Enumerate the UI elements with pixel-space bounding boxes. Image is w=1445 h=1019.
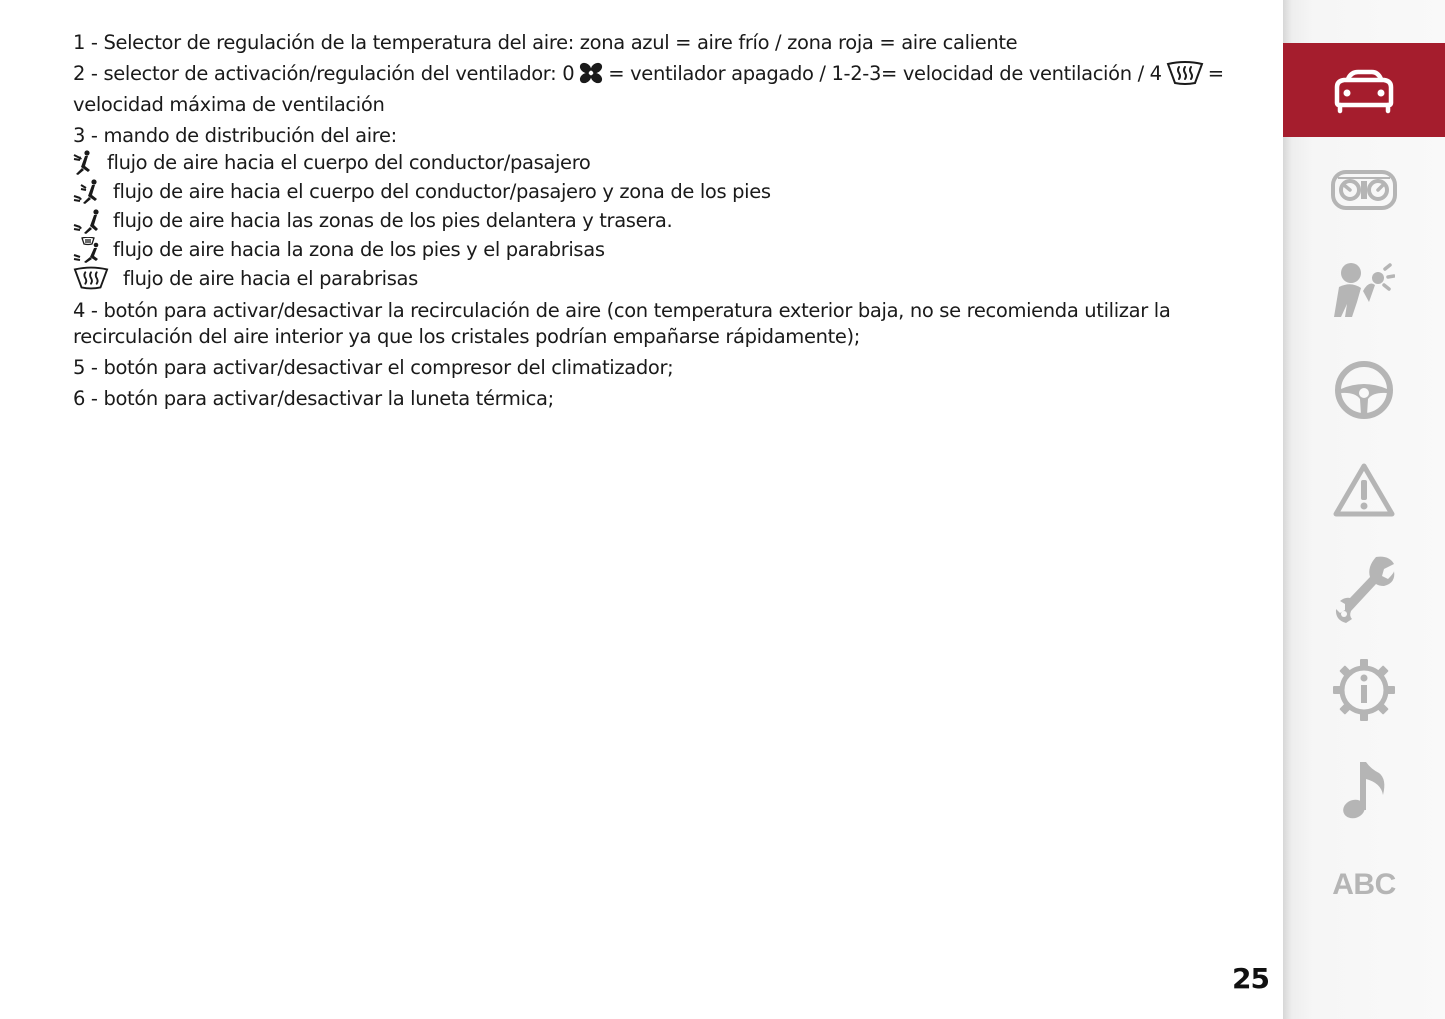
tab-multimedia[interactable] xyxy=(1283,743,1445,837)
tab-instruments[interactable] xyxy=(1283,143,1445,237)
tab-driving[interactable] xyxy=(1283,343,1445,437)
chapter-sidebar xyxy=(1283,0,1445,1019)
item-4-text: 4 - botón para activar/desactivar la recirculación de aire (con temperatura exterior baja, no se recomienda utilizar la recirculación del aire interior ya que los cristales podrían empañarse rápidamente); xyxy=(73,299,1171,348)
item-2-part-3: = velocidad máxima de ventilación xyxy=(73,62,1224,116)
distribution-option-windshield xyxy=(73,266,1268,292)
air-to-body-icon xyxy=(73,150,107,176)
tab-technical-data[interactable] xyxy=(1283,643,1445,737)
car-icon xyxy=(1331,65,1397,115)
airbag-icon xyxy=(1333,260,1395,320)
item-2-part-2: = ventilador apagado / 1-2-3= velocidad de ventilación / 4 xyxy=(608,62,1162,85)
tab-maintenance[interactable] xyxy=(1283,543,1445,637)
windshield-defrost-icon xyxy=(1166,61,1204,92)
item-5-text: 5 - botón para activar/desactivar el compresor del climatizador; xyxy=(73,356,674,379)
abc-index-icon: ABC xyxy=(1332,868,1396,901)
distribution-option-body-text: flujo de aire hacia el cuerpo del conductor/pasajero xyxy=(107,151,591,174)
distribution-option-feet-text: flujo de aire hacia las zonas de los pies delantera y trasera. xyxy=(113,209,673,232)
fan-icon xyxy=(578,61,604,92)
wrench-icon xyxy=(1332,555,1396,625)
item-3-heading: 3 - mando de distribución del aire: xyxy=(73,124,397,147)
steering-wheel-icon xyxy=(1333,359,1395,421)
warning-triangle-icon xyxy=(1332,461,1396,519)
manual-content xyxy=(73,30,1268,412)
distribution-option-feet xyxy=(73,208,1268,234)
windshield-defrost-icon xyxy=(73,266,123,292)
distribution-option-body-feet xyxy=(73,179,1268,205)
item-6-text: 6 - botón para activar/desactivar la luneta térmica; xyxy=(73,387,554,410)
tab-index[interactable] xyxy=(1283,838,1445,932)
gear-info-icon xyxy=(1332,658,1396,722)
item-2-part-1: 2 - selector de activación/regulación del ventilador: 0 xyxy=(73,62,575,85)
dashboard-gauges-icon xyxy=(1330,167,1398,213)
tab-car[interactable] xyxy=(1283,43,1445,137)
distribution-option-body-feet-text: flujo de aire hacia el cuerpo del conductor/pasajero y zona de los pies xyxy=(113,180,771,203)
air-to-body-and-feet-icon xyxy=(73,179,113,205)
item-2-text xyxy=(73,61,1268,118)
distribution-option-feet-windshield xyxy=(73,237,1268,263)
page-number: 25 xyxy=(1232,962,1269,995)
distribution-option-windshield-text: flujo de aire hacia el parabrisas xyxy=(123,267,418,290)
distribution-option-feet-windshield-text: flujo de aire hacia la zona de los pies y el parabrisas xyxy=(113,238,605,261)
distribution-option-body xyxy=(73,150,1268,176)
item-1-text: 1 - Selector de regulación de la temperatura del aire: zona azul = aire frío / zona roja = aire caliente xyxy=(73,31,1018,54)
music-note-icon xyxy=(1339,759,1389,821)
tab-safety[interactable] xyxy=(1283,243,1445,337)
air-to-feet-and-windshield-icon xyxy=(73,237,113,263)
tab-warnings[interactable] xyxy=(1283,443,1445,537)
air-to-feet-icon xyxy=(73,208,113,234)
